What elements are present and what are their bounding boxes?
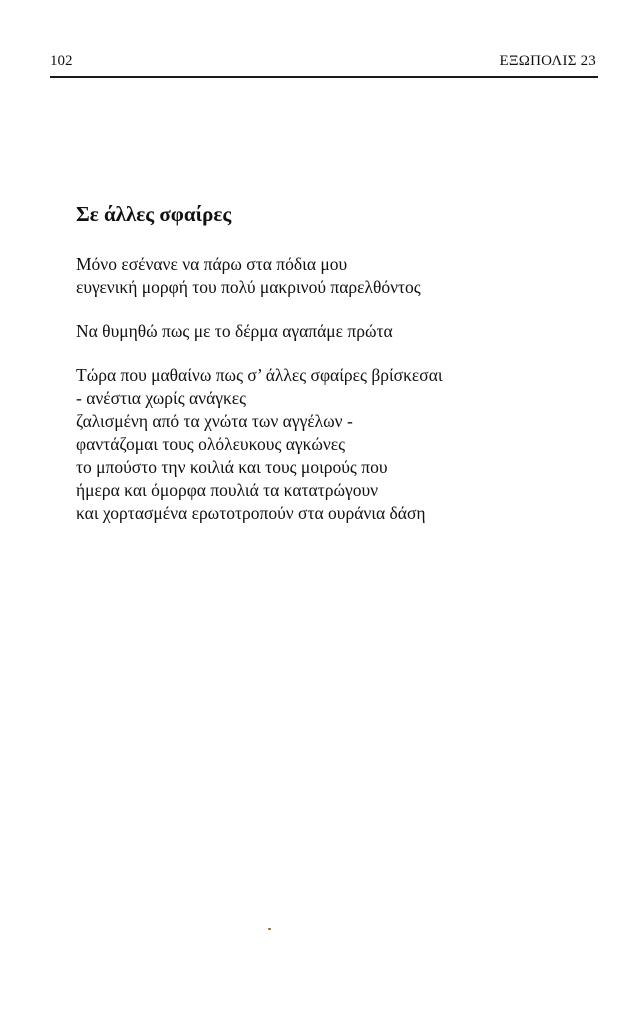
page-number: 102 (50, 53, 73, 69)
poem-title: Σε άλλες σφαίρες (76, 202, 232, 226)
poem-line: ευγενική μορφή του πολύ μακρινού παρελθόντος (76, 277, 421, 297)
poem-line: Να θυμηθώ πως με το δέρμα αγαπάμε πρώτα (76, 321, 393, 341)
poem-line: Μόνο εσένανε να πάρω στα πόδια μου (76, 254, 348, 274)
stanza-3 (76, 364, 596, 525)
poem-line: ήμερα και όμορφα πουλιά τα κατατρώγουν (76, 480, 379, 500)
paper-speck (268, 928, 271, 930)
poem-line: το μπούστο την κοιλιά και τους μοιρούς που (76, 457, 388, 477)
poem-line: φαντάζομαι τους ολόλευκους αγκώνες (76, 434, 346, 454)
poem-line: ζαλισμένη από τα χνώτα των αγγέλων - (76, 411, 353, 431)
page-header (50, 52, 598, 78)
stanza-1 (76, 253, 596, 299)
stanza-2 (76, 320, 596, 343)
poem-line: - ανέστια χωρίς ανάγκες (76, 388, 247, 408)
poem-line: Τώρα που μαθαίνω πως σ’ άλλες σφαίρες βρίσκεσαι (76, 365, 443, 385)
journal-title: ΕΞΩΠΟΛΙΣ 23 (499, 53, 596, 69)
poem-line: και χορτασμένα ερωτοτροπούν στα ουράνια δάση (76, 503, 426, 523)
poem-body (76, 253, 596, 546)
